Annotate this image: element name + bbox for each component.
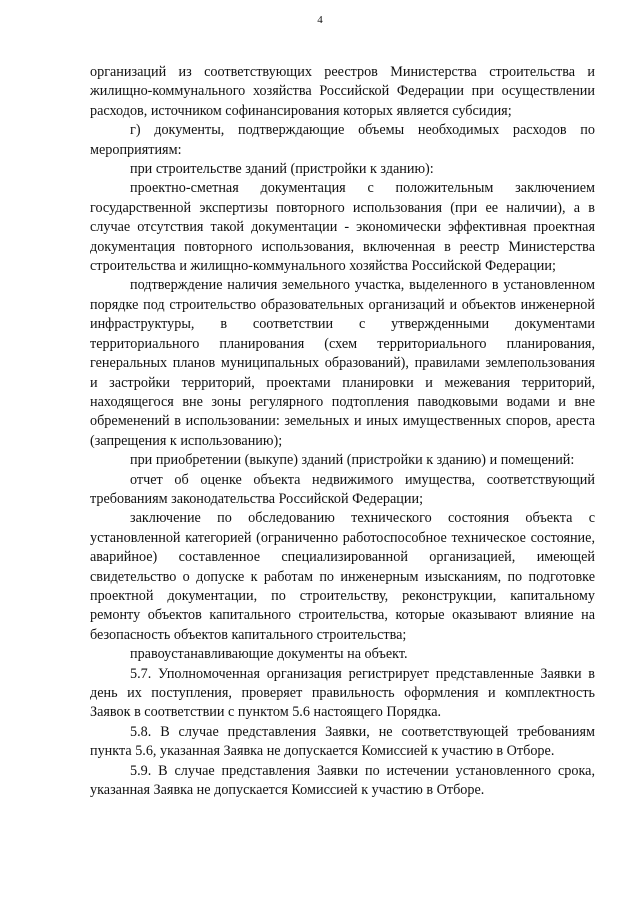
paragraph-5-7: 5.7. Уполномоченная организация регистрирует представленные Заявки в день их поступления, проверяет правильность оформления и комплектность Заявок в соответствии с пунктом 5.6 настоящего Порядка.	[90, 665, 595, 721]
paragraph-acquisition: при приобретении (выкупе) зданий (пристройки к зданию) и помещений:	[130, 452, 575, 469]
paragraph-technical-inspection: заключение по обследованию технического состояния объекта с установленной категорией (ограниченно работоспособное техническое состояние, аварийное) составленное специализированной организацией, имеющей свидетельство о допуске к работам по инженерным изысканиям, по подготовке проектной документации, по строительству, реконструкции, капитальному ремонту объектов капитального строительства, которые оказывают влияние на безопасность объектов капитального строительства;	[90, 510, 595, 643]
paragraph-valuation-report: отчет об оценке объекта недвижимого имущества, соответствующий требованиям законодательства Российской Федерации;	[90, 471, 595, 507]
paragraph-construction: при строительстве зданий (пристройки к зданию):	[130, 161, 434, 178]
paragraph-design-docs: проектно-сметная документация с положительным заключением государственной экспертизы повторного использования (при ее наличии), а в случае отсутствия такой документации - экономически эффективная проектная документация повторного использования, включенная в реестр Министерства строительства и жилищно-коммунального хозяйства Российской Федерации;	[90, 180, 595, 275]
document-body	[90, 63, 595, 800]
paragraph-continuation: организаций из соответствующих реестров Министерства строительства и жилищно-коммунального хозяйства Российской Федерации при осуществлении расходов, источником софинансирования которых является субсидия;	[90, 64, 595, 119]
paragraph-land-plot: подтверждение наличия земельного участка, выделенного в установленном порядке под строительство образовательных организаций и объектов инженерной инфраструктуры, в соответствии с утвержденными документами территориального планирования (схем территориального планирования, генеральных планов муниципальных образований), правилами землепользования и застройки территорий, проектами планировки и межевания территорий, находящегося вне зоны регулярного подтопления паводковыми водами и вне обременений в использовании: земельных и иных имущественных споров, ареста (запрещения к использованию);	[90, 277, 595, 449]
paragraph-5-9: 5.9. В случае представления Заявки по истечении установленного срока, указанная Заявка не допускается Комиссией к участию в Отборе.	[90, 762, 595, 799]
paragraph-5-8: 5.8. В случае представления Заявки, не соответствующей требованиям пункта 5.6, указанная Заявка не допускается Комиссией к участию в Отборе.	[90, 723, 595, 760]
paragraph-item-g: г) документы, подтверждающие объемы необходимых расходов по мероприятиям:	[90, 122, 595, 158]
paragraph-title-documents: правоустанавливающие документы на объект.	[130, 646, 408, 663]
page-number: 4	[317, 14, 323, 26]
